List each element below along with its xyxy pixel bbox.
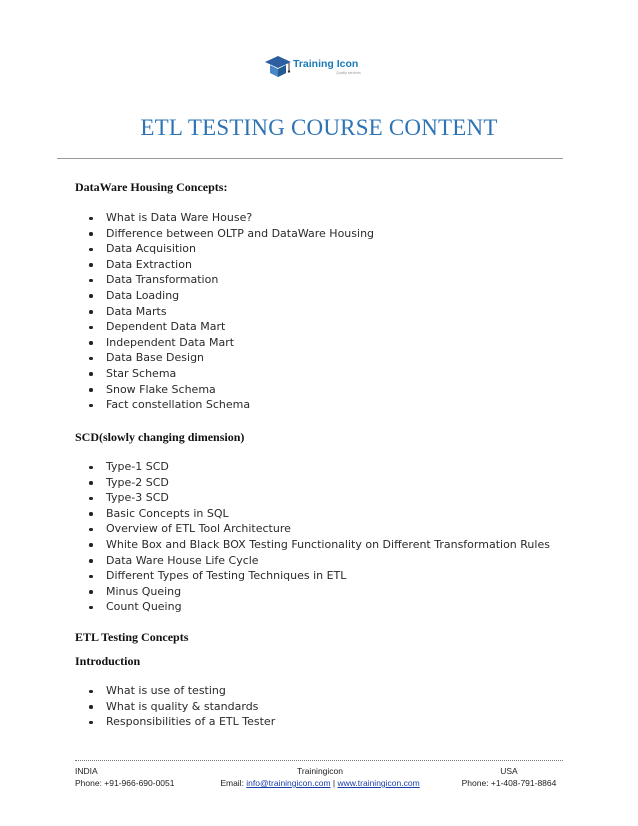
email-link[interactable]: info@trainingicon.com	[246, 778, 331, 788]
list-item: What is quality & standards	[106, 699, 275, 715]
footer-company-label: Trainingicon	[297, 766, 343, 776]
list-item: Data Ware House Life Cycle	[106, 553, 550, 569]
website-link[interactable]: www.trainingicon.com	[337, 778, 420, 788]
list-item: Overview of ETL Tool Architecture	[106, 521, 550, 537]
list-item: Difference between OLTP and DataWare Housing	[106, 226, 375, 240]
list-item: Type-2 SCD	[106, 475, 550, 491]
footer-india	[75, 765, 175, 789]
logo	[264, 54, 394, 78]
list-item: Minus Queing	[106, 584, 550, 600]
footer-center	[200, 765, 440, 789]
list-item: Different Types of Testing Techniques in ETL	[106, 568, 550, 584]
graduation-cap-icon	[264, 54, 292, 78]
list-item: What is Data Ware House?	[106, 210, 374, 226]
list-item: Data Extraction	[106, 257, 374, 273]
logo-brand: Training Icon	[293, 58, 359, 70]
list-item: Data Loading	[106, 288, 374, 304]
footer-usa-phone: Phone: +1-408-791-8864	[461, 778, 557, 788]
list-item: Type-1 SCD	[106, 459, 550, 475]
list-item: Data Transformation	[106, 272, 374, 288]
list-item: Responsibilities of a ETL Tester	[106, 715, 276, 729]
footer-email-prefix: Email:	[220, 778, 247, 788]
title-divider	[57, 158, 563, 159]
section-heading-introduction: Introduction	[75, 654, 141, 668]
list-item: Data Marts	[106, 304, 374, 320]
list-item: What is use of testing	[106, 683, 275, 699]
list-item: Independent Data Mart	[106, 335, 374, 351]
footer-separator: |	[330, 778, 338, 788]
footer-usa-label: USA	[500, 766, 518, 776]
list-item: White Box and Black BOX Testing Functionality on Different Transformation Rules	[106, 537, 550, 551]
logo-tagline: Quality services	[336, 71, 361, 75]
list-item: Count Queing	[106, 599, 550, 615]
list-item: Data Acquisition	[106, 241, 374, 257]
list-scd	[106, 459, 550, 615]
section-heading-scd: SCD(slowly changing dimension)	[75, 430, 245, 444]
page-title: ETL TESTING COURSE CONTENT	[140, 115, 498, 140]
list-dataware	[106, 210, 374, 413]
footer-divider	[75, 760, 563, 761]
footer-contact-line	[200, 777, 440, 789]
list-item: Basic Concepts in SQL	[106, 506, 550, 522]
list-item: Star Schema	[106, 366, 374, 382]
footer-india-phone: Phone: +91-966-690-0051	[75, 778, 175, 788]
footer-usa	[455, 765, 563, 789]
list-item: Type-3 SCD	[106, 490, 550, 506]
section-heading-dataware: DataWare Housing Concepts:	[75, 180, 228, 194]
section-heading-etl-testing: ETL Testing Concepts	[75, 630, 189, 644]
list-item: Fact constellation Schema	[106, 397, 374, 413]
footer-india-label: INDIA	[75, 766, 98, 776]
list-introduction	[106, 683, 275, 730]
list-item: Dependent Data Mart	[106, 319, 374, 335]
list-item: Snow Flake Schema	[106, 382, 374, 398]
list-item: Data Base Design	[106, 350, 374, 366]
